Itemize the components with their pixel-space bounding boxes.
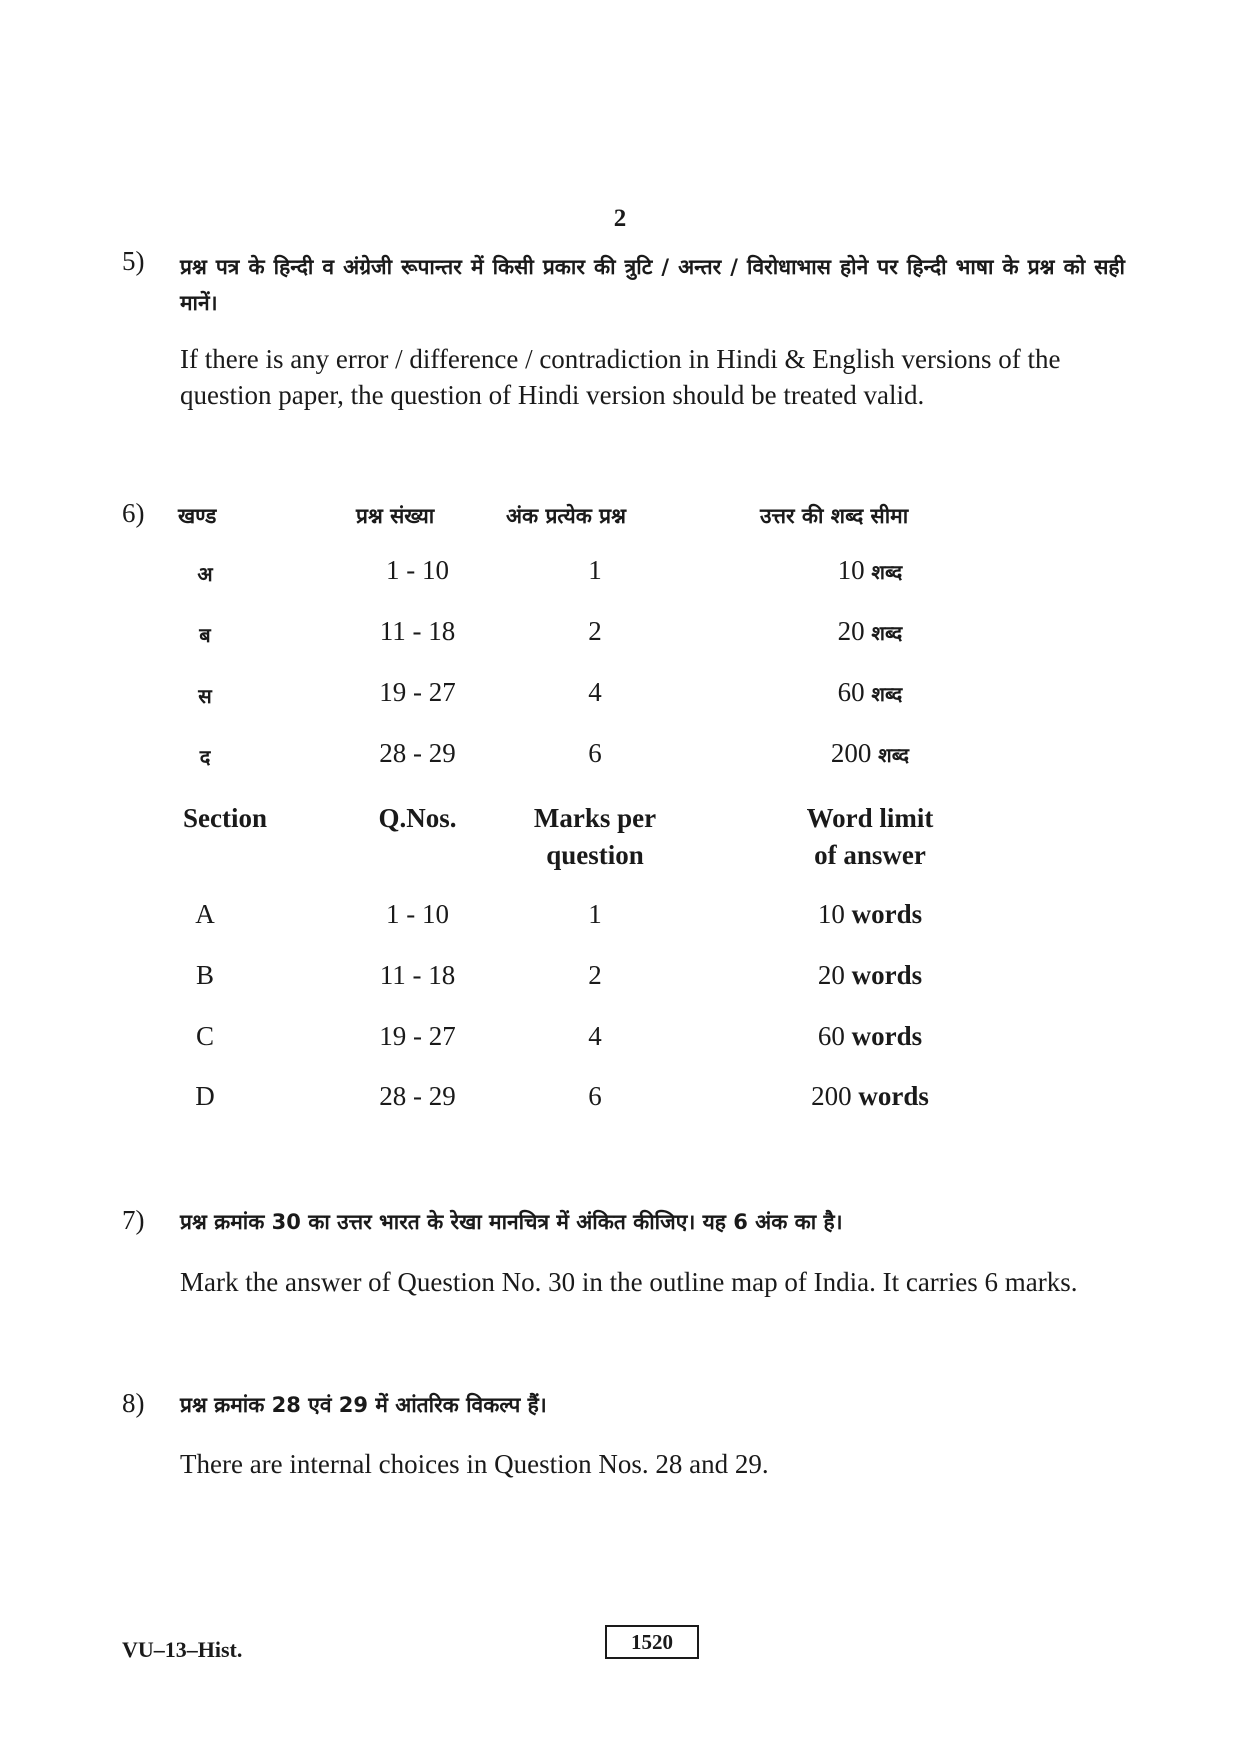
q6-number: 6) xyxy=(122,498,145,528)
hindi-section-cell: ब xyxy=(199,623,211,647)
header-qnos: Q.Nos. xyxy=(378,803,457,833)
header-marks-line2: question xyxy=(546,840,644,870)
q8-hindi-text: प्रश्न क्रमांक 28 एवं 29 में आंतरिक विकल्प हैं। xyxy=(180,1393,547,1417)
q5-english-text: If there is any error / difference / contradiction in Hindi & English versions of the question paper, the question of Hindi version should be treated valid. xyxy=(180,344,1061,410)
word-limit-unit: words xyxy=(858,1081,929,1111)
hindi-word-limit-cell xyxy=(760,616,980,647)
section-cell: D xyxy=(195,1081,215,1111)
marks-cell: 4 xyxy=(588,1021,602,1051)
qnos-cell: 19 - 27 xyxy=(379,1021,456,1051)
hindi-marks-cell: 6 xyxy=(588,738,602,768)
section-cell: A xyxy=(195,899,215,929)
hindi-qnos-cell: 1 - 10 xyxy=(386,555,449,585)
word-limit-unit: words xyxy=(851,1021,923,1051)
paper-serial-box: 1520 xyxy=(605,1625,699,1659)
word-limit-number: 10 xyxy=(837,555,865,585)
paper-code: VU–13–Hist. xyxy=(122,1637,243,1662)
header-limit-line1: Word limit xyxy=(806,803,934,833)
q5-hindi-text: प्रश्न पत्र के हिन्दी व अंग्रेजी रूपान्तर में किसी प्रकार की त्रुटि / अन्तर / विरोधाभास होने पर हिन्दी भाषा के प्रश्न को सही मानें। xyxy=(180,255,1125,315)
word-limit-cell xyxy=(760,899,980,930)
hindi-marks-cell: 2 xyxy=(588,616,602,646)
hindi-marks-cell: 4 xyxy=(588,677,602,707)
q8-english-text: There are internal choices in Question Nos. 28 and 29. xyxy=(180,1449,769,1479)
header-marks-line1: Marks per xyxy=(533,803,657,833)
hindi-word-limit-cell xyxy=(760,555,980,586)
word-limit-number: 10 xyxy=(817,899,845,929)
q7-hindi-text: प्रश्न क्रमांक 30 का उत्तर भारत के रेखा मानचित्र में अंकित कीजिए। यह 6 अंक का है। xyxy=(180,1210,843,1234)
hindi-section-cell: स xyxy=(198,684,212,708)
hindi-section-cell: अ xyxy=(197,562,213,586)
qnos-cell: 11 - 18 xyxy=(379,960,456,990)
q5-number: 5) xyxy=(122,246,145,276)
hindi-word-limit-cell xyxy=(760,738,980,769)
q8-number: 8) xyxy=(122,1388,145,1418)
word-limit-number: 200 xyxy=(811,1081,852,1111)
section-cell: C xyxy=(195,1021,214,1051)
header-section-hindi: खण्ड xyxy=(178,504,217,528)
word-limit-number: 20 xyxy=(837,616,865,646)
marks-cell: 2 xyxy=(588,960,602,990)
qnos-cell: 28 - 29 xyxy=(379,1081,456,1111)
word-limit-unit: शब्द xyxy=(871,621,903,645)
word-limit-unit: शब्द xyxy=(871,560,903,584)
marks-cell: 1 xyxy=(588,899,602,929)
word-limit-number: 20 xyxy=(817,960,845,990)
header-marks-hindi: अंक प्रत्येक प्रश्न xyxy=(506,504,626,528)
word-limit-number: 60 xyxy=(817,1021,845,1051)
header-qnos-hindi: प्रश्न संख्या xyxy=(356,504,435,528)
word-limit-number: 60 xyxy=(837,677,865,707)
hindi-section-cell: द xyxy=(199,745,211,769)
hindi-word-limit-cell xyxy=(760,677,980,708)
word-limit-unit: words xyxy=(851,899,923,929)
word-limit-unit: शब्द xyxy=(878,743,910,767)
hindi-qnos-cell: 28 - 29 xyxy=(379,738,456,768)
hindi-qnos-cell: 19 - 27 xyxy=(379,677,456,707)
word-limit-unit: words xyxy=(851,960,923,990)
header-section: Section xyxy=(183,803,267,833)
word-limit-cell xyxy=(760,960,980,991)
word-limit-cell xyxy=(760,1081,980,1112)
section-cell: B xyxy=(195,960,214,990)
word-limit-number: 200 xyxy=(830,738,872,768)
marks-cell: 6 xyxy=(588,1081,602,1111)
word-limit-unit: शब्द xyxy=(871,682,903,706)
word-limit-cell xyxy=(760,1021,980,1052)
qnos-cell: 1 - 10 xyxy=(386,899,449,929)
hindi-qnos-cell: 11 - 18 xyxy=(379,616,456,646)
page-number: 2 xyxy=(613,205,627,232)
header-limit-hindi: उत्तर की शब्द सीमा xyxy=(760,504,909,528)
hindi-marks-cell: 1 xyxy=(588,555,602,585)
q7-number: 7) xyxy=(122,1205,145,1235)
q7-english-text: Mark the answer of Question No. 30 in the outline map of India. It carries 6 marks. xyxy=(180,1267,1078,1297)
header-limit-line2: of answer xyxy=(814,840,926,870)
